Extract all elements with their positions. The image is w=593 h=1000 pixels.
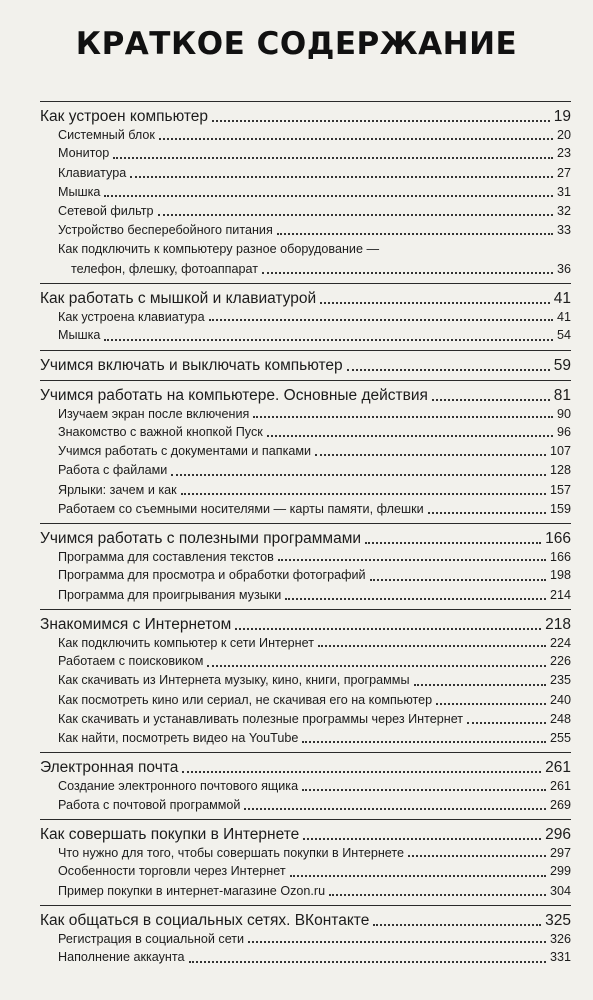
entry-title: Знакомство с важной кнопкой Пуск [58,424,263,439]
entry-title: Как скачивать из Интернета музыку, кино, книги, программы [58,673,410,688]
entry-title: Как подключить компьютер к сети Интернет [58,635,314,650]
toc-chapter [40,523,571,609]
entry-title: Программа для просмотра и обработки фотографий [58,568,366,583]
entry-title: Создание электронного почтового ящика [58,779,299,794]
page-number: 166 [545,529,571,547]
entry-title: Как общаться в социальных сетях. ВКонтакте [40,911,370,929]
toc-chapter [40,905,571,972]
entry-title: Пример покупки в интернет-магазине Ozon.ru [58,883,326,898]
page-number: 269 [549,797,571,812]
dot-leader [267,435,553,437]
page-number: 255 [549,731,571,746]
entry-title: Как совершать покупки в Интернете [40,825,300,843]
dot-leader [329,894,546,896]
page-number: 41 [553,289,571,307]
page-number: 224 [549,635,571,650]
entry-title: телефон, флешку, фотоаппарат [71,261,258,276]
toc-section-entry[interactable] [40,145,571,164]
entry-title: Наполнение аккаунта [58,950,185,965]
toc-chapter-entry[interactable] [40,528,571,549]
dot-leader [212,120,550,122]
entry-title: Учимся работать с документами и папками [58,444,312,459]
dot-leader [159,138,553,140]
toc-section-entry[interactable] [40,164,571,183]
toc-chapter-entry[interactable] [40,824,571,845]
dot-leader [278,559,546,561]
dot-leader [209,319,553,321]
entry-title: Что нужно для того, чтобы совершать покупки в Интернете [58,845,405,860]
dot-leader [373,924,541,926]
toc-section-entry[interactable] [40,729,571,748]
toc-section-entry[interactable] [40,309,571,327]
entry-title: Монитор [58,146,110,161]
dot-leader [432,399,550,401]
dot-leader [171,474,546,476]
dot-leader [104,195,553,197]
toc-section-entry[interactable] [40,500,571,519]
entry-title: Электронная почта [40,759,179,777]
entry-title: Как скачивать и устанавливать полезные программы через Интернет [58,711,464,726]
dot-leader [436,703,546,705]
page-number: 261 [549,779,571,794]
page-title: КРАТКОЕ СОДЕРЖАНИЕ [75,26,518,62]
page-number: 297 [549,845,571,860]
entry-title: Как устроен компьютер [40,108,209,125]
toc-section-entry[interactable] [40,586,571,605]
toc-section-entry[interactable] [40,442,571,461]
page-number: 226 [549,654,571,669]
entry-title: Регистрация в социальной сети [58,931,245,946]
dot-leader [158,214,553,216]
page-number: 218 [545,615,571,633]
dot-leader [189,961,546,963]
entry-title: Учимся работать на компьютере. Основные действия [40,386,428,404]
dot-leader [302,789,546,791]
toc-section-entry[interactable] [40,260,571,279]
page-number: 331 [549,950,571,965]
dot-leader [365,542,541,544]
dot-leader [320,302,550,304]
toc-section-entry[interactable] [40,948,571,967]
table-of-contents [40,101,571,972]
toc-chapter [40,350,571,380]
toc-chapter-entry[interactable] [40,106,571,127]
page-number: 32 [556,204,571,219]
dot-leader [253,416,553,418]
page-number: 304 [549,883,571,898]
entry-title: Мышка [58,328,101,343]
toc-section-entry[interactable] [40,221,571,240]
toc-section-entry[interactable] [40,845,571,863]
entry-title: Учимся включать и выключать компьютер [40,356,343,374]
toc-section-entry[interactable] [40,796,571,815]
dot-leader [370,579,546,581]
dot-leader [248,941,546,943]
page-number: 33 [556,223,571,238]
page-number: 296 [545,825,571,843]
entry-title: Устройство бесперебойного питания [58,223,273,238]
page-number: 299 [549,864,571,879]
dot-leader [347,369,550,371]
dot-leader [315,454,546,456]
toc-section-entry[interactable] [40,635,571,653]
toc-chapter [40,380,571,523]
page-number: 261 [545,759,571,777]
dot-leader [104,339,553,341]
toc-section-entry[interactable] [40,931,571,949]
toc-section-entry[interactable] [40,672,571,691]
page-number: 166 [549,549,571,564]
toc-section-entry[interactable] [40,202,571,221]
dot-leader [414,684,546,686]
page-number: 23 [556,146,571,161]
toc-chapter [40,101,571,283]
page-number: 248 [549,711,571,726]
toc-section-entry[interactable] [40,549,571,567]
page-number: 325 [545,911,571,929]
toc-chapter-entry[interactable] [40,614,571,635]
dot-leader [290,875,546,877]
page-number: 159 [549,501,571,516]
toc-section-entry[interactable] [40,691,571,710]
toc-chapter-entry[interactable] [40,355,571,376]
toc-section-entry[interactable] [40,566,571,585]
entry-title: Работа с файлами [58,463,168,478]
toc-section-entry[interactable] [40,652,571,671]
entry-title: Как посмотреть кино или сериал, не скачивая его на компьютер [58,692,433,707]
toc-chapter-entry[interactable] [40,910,571,931]
dot-leader [181,493,546,495]
dot-leader [318,645,546,647]
toc-chapter-entry[interactable] [40,385,571,406]
entry-title: Работаем со съемными носителями — карты памяти, флешки [58,501,424,516]
dot-leader [303,838,541,840]
toc-section-entry[interactable] [40,710,571,729]
dot-leader [467,722,546,724]
entry-title: Программа для составления текстов [58,549,274,564]
page-number: 326 [549,931,571,946]
page-number: 31 [556,184,571,199]
dot-leader [130,176,553,178]
dot-leader [285,598,546,600]
toc-chapter [40,819,571,905]
toc-chapter [40,283,571,350]
entry-title: Как подключить к компьютеру разное оборудование — [58,242,380,257]
dot-leader [113,157,553,159]
page-number: 240 [549,692,571,707]
toc-section-entry[interactable] [40,406,571,424]
dot-leader [408,855,546,857]
dot-leader [235,628,541,630]
page-number: 235 [549,673,571,688]
page-number: 198 [549,568,571,583]
toc-section-entry[interactable] [40,481,571,500]
entry-title: Изучаем экран после включения [58,406,250,421]
entry-title: Работаем с поисковиком [58,654,204,669]
entry-title: Как работать с мышкой и клавиатурой [40,289,317,307]
page-number: 81 [553,386,571,404]
entry-title: Сетевой фильтр [58,204,154,219]
toc-section-entry[interactable] [40,862,571,881]
page-number: 27 [556,165,571,180]
entry-title: Ярлыки: зачем и как [58,482,177,497]
entry-title: Системный блок [58,128,155,142]
entry-title: Клавиатура [58,165,127,180]
page-number: 157 [549,482,571,497]
dot-leader [262,272,553,274]
toc-chapter-entry[interactable] [40,757,571,778]
toc-section-entry[interactable] [40,882,571,901]
entry-title: Учимся работать с полезными программами [40,529,362,547]
entry-title: Как устроена клавиатура [58,309,205,324]
page-number: 54 [556,328,571,343]
toc-section-entry[interactable] [40,778,571,796]
toc-section-entry[interactable] [40,423,571,442]
entry-title: Программа для проигрывания музыки [58,587,282,602]
entry-title: Как найти, посмотреть видео на YouTube [58,731,299,746]
dot-leader [428,512,546,514]
toc-section-entry[interactable] [40,326,571,345]
entry-title: Работа с почтовой программой [58,797,241,812]
page-number: 36 [556,261,571,276]
dot-leader [302,741,546,743]
page-number: 214 [549,587,571,602]
page-number: 107 [549,444,571,459]
toc-chapter-entry[interactable] [40,288,571,309]
dot-leader [244,808,546,810]
entry-title: Мышка [58,184,101,199]
toc-chapter [40,752,571,819]
dot-leader [207,665,546,667]
entry-title: Знакомимся с Интернетом [40,615,232,633]
page-number: 19 [553,108,571,125]
toc-section-entry[interactable] [40,127,571,145]
toc-chapter [40,609,571,752]
page-number: 96 [556,424,571,439]
toc-section-entry[interactable] [40,240,571,259]
page-number: 128 [549,463,571,478]
dot-leader [277,233,553,235]
entry-title: Особенности торговли через Интернет [58,864,286,879]
page-number: 20 [556,128,571,142]
page-number: 90 [556,406,571,421]
toc-section-entry[interactable] [40,461,571,480]
page-number: 41 [556,309,571,324]
dot-leader [182,771,541,773]
toc-section-entry[interactable] [40,183,571,202]
page-number: 59 [553,356,571,374]
